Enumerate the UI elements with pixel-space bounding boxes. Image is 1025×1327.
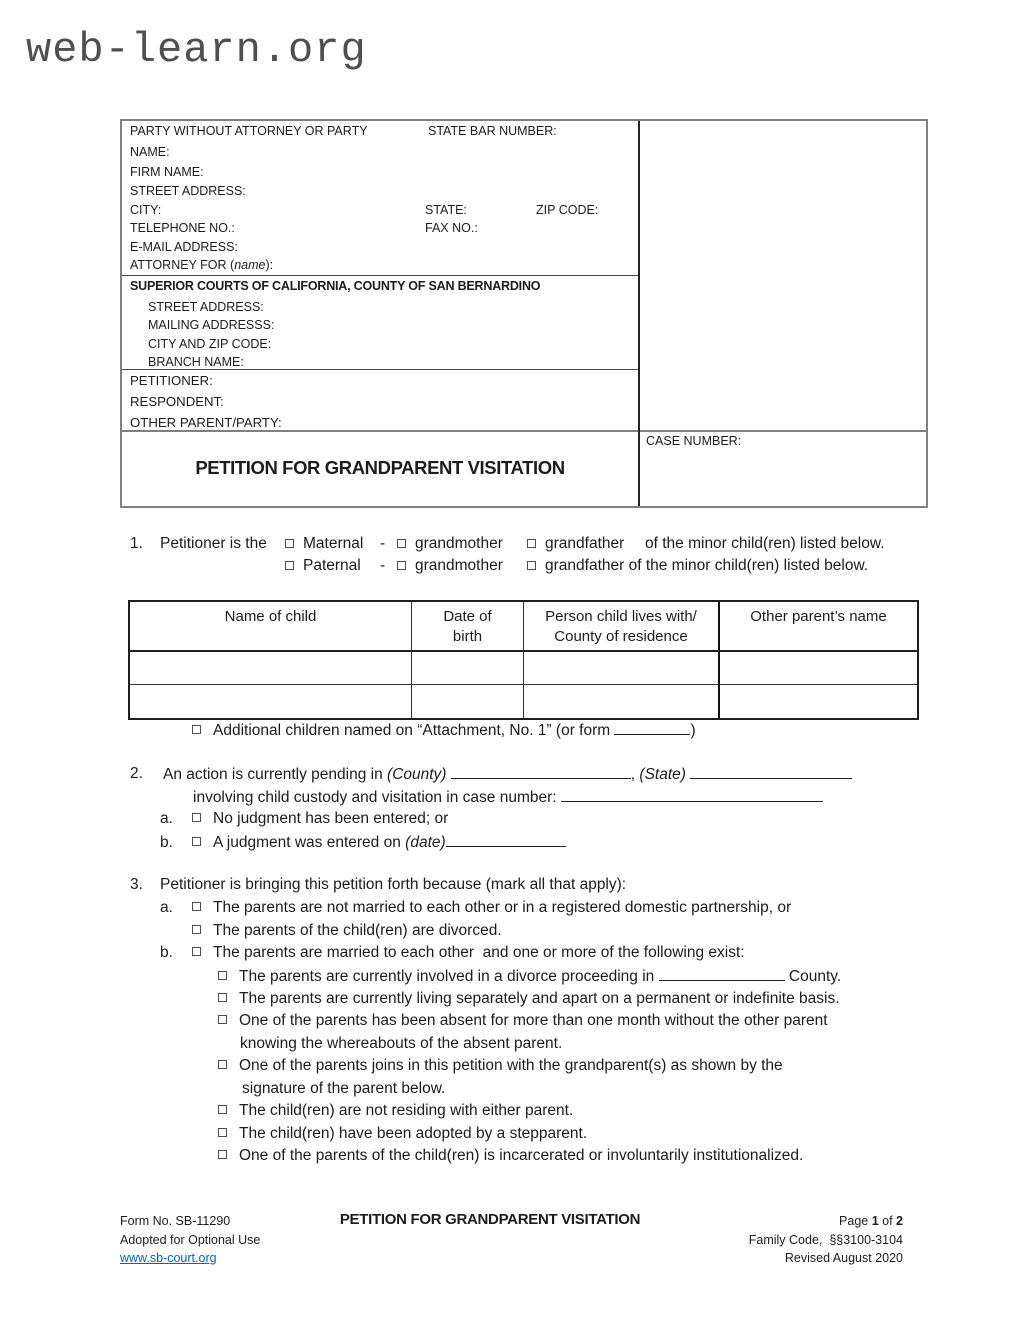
paternal-grandmother-checkbox[interactable] [397, 561, 406, 570]
table-cell[interactable] [524, 652, 720, 685]
item2-number: 2. [130, 765, 143, 782]
col-header-name: Name of child [130, 602, 412, 652]
date-blank[interactable] [446, 833, 566, 847]
item1-lead: Petitioner is the [160, 535, 267, 552]
item3-a-line2 [192, 922, 502, 944]
form-number-blank[interactable] [614, 721, 690, 735]
living-separately-text: The parents are currently living separately and apart on a permanent or indefinite basis. [239, 990, 840, 1007]
item3-intro-line [0, 876, 1025, 898]
divorce-proceeding-checkbox[interactable] [218, 971, 227, 980]
court-branch-label: BRANCH NAME: [148, 355, 244, 369]
street-address-label: STREET ADDRESS: [130, 184, 246, 198]
item2-b-label: b. [160, 834, 173, 851]
dash: - [380, 535, 386, 552]
fax-label: FAX NO.: [425, 221, 478, 235]
court-title: SUPERIOR COURTS OF CALIFORNIA, COUNTY OF SAN BERNARDINO [130, 279, 541, 293]
item3-sub5 [218, 1102, 573, 1124]
divorced-text: The parents of the child(ren) are divorced. [213, 922, 502, 939]
item1-row2-tail: grandfather of the minor child(ren) listed below. [545, 557, 869, 574]
no-judgment-checkbox[interactable] [192, 813, 201, 822]
grandfather-label: grandfather [545, 535, 625, 552]
stepparent-adopted-text: The child(ren) have been adopted by a stepparent. [239, 1125, 588, 1142]
item2-b-line [160, 833, 566, 855]
additional-children-line: Additional children named on “Attachment, No. 1” (or form ) [192, 721, 696, 743]
no-judgment-text: No judgment has been entered; or [213, 810, 449, 827]
divorce-proceeding-text: The parents are currently involved in a divorce proceeding in [239, 968, 655, 985]
table-cell[interactable] [720, 685, 917, 718]
other-parent-label: OTHER PARENT/PARTY: [130, 415, 282, 430]
table-cell[interactable] [412, 685, 524, 718]
judgment-entered-checkbox[interactable] [192, 837, 201, 846]
state-bar-number-label: STATE BAR NUMBER: [428, 124, 557, 138]
item3-sub2 [218, 990, 840, 1012]
paternal-grandfather-checkbox[interactable] [527, 561, 536, 570]
additional-children-text: Additional children named on “Attachment, No. 1” (or form [213, 722, 611, 739]
table-cell[interactable] [412, 652, 524, 685]
city-label: CITY: [130, 203, 162, 217]
item1-line2 [0, 557, 1025, 579]
footer-revised-date: Revised August 2020 [784, 1251, 903, 1265]
grandmother-label: grandmother [415, 557, 503, 574]
county-italic-label: (County) [387, 766, 447, 783]
grandmother-label: grandmother [415, 535, 503, 552]
item3-sub4 [218, 1057, 783, 1079]
item3-sub7 [218, 1147, 803, 1169]
divider [122, 275, 638, 276]
court-mailing-label: MAILING ADDRESSS: [148, 318, 275, 332]
footer-form-number: Form No. SB-11290 [120, 1214, 231, 1228]
item2-line2 [193, 788, 823, 810]
not-residing-text: The child(ren) are not residing with either parent. [239, 1102, 574, 1119]
parent-absent-checkbox[interactable] [218, 1015, 227, 1024]
footer-left [120, 1212, 260, 1268]
item3-a-line1 [160, 899, 791, 921]
telephone-label: TELEPHONE NO.: [130, 221, 235, 235]
respondent-label: RESPONDENT: [130, 394, 224, 409]
col-header-other-parent: Other parent’s name [720, 602, 917, 652]
item1-number: 1. [130, 535, 143, 552]
paternal-label: Paternal [303, 557, 361, 574]
state-blank[interactable] [690, 765, 852, 779]
item3-a-label: a. [160, 899, 173, 916]
footer-family-code: Family Code, §§3100-3104 [748, 1232, 903, 1247]
footer-adopted-text: Adopted for Optional Use [120, 1232, 261, 1247]
item3-sub1 [218, 967, 841, 989]
item3-b-label: b. [160, 944, 173, 961]
additional-children-checkbox[interactable] [192, 725, 201, 734]
divorced-checkbox[interactable] [192, 925, 201, 934]
table-cell[interactable] [720, 652, 917, 685]
footer-right [749, 1212, 903, 1268]
case-number-field[interactable] [646, 453, 921, 501]
table-cell[interactable] [524, 685, 720, 718]
item3-sub3-wrap: knowing the whereabouts of the absent parent. [240, 1035, 563, 1052]
table-cell[interactable] [130, 652, 412, 685]
living-separately-checkbox[interactable] [218, 993, 227, 1002]
state-label: STATE: [425, 203, 467, 217]
party-without-attorney-label: PARTY WITHOUT ATTORNEY OR PARTY [130, 124, 368, 138]
incarcerated-text: One of the parents of the child(ren) is incarcerated or involuntarily institutionalized. [239, 1147, 804, 1164]
item2-a-line [160, 810, 448, 832]
item3-sub4-wrap: signature of the parent below. [242, 1080, 446, 1097]
dash: - [380, 557, 386, 574]
married-text: The parents are married to each other and one or more of the following exist: [213, 944, 745, 961]
name-label: NAME: [130, 145, 170, 159]
children-table [128, 600, 919, 720]
item1-row1-tail: of the minor child(ren) listed below. [645, 535, 885, 552]
stepparent-adopted-checkbox[interactable] [218, 1128, 227, 1137]
petitioner-label: PETITIONER: [130, 373, 213, 388]
case-number-text: involving child custody and visitation in case number: [193, 789, 557, 806]
incarcerated-checkbox[interactable] [218, 1150, 227, 1159]
email-label: E-MAIL ADDRESS: [130, 240, 238, 254]
site-logo: web-learn.org [26, 26, 367, 74]
married-checkbox[interactable] [192, 947, 201, 956]
parent-joins-checkbox[interactable] [218, 1060, 227, 1069]
footer-page-number: Page 1 of 2 [839, 1214, 903, 1228]
item3-number: 3. [130, 876, 143, 893]
divorce-county-blank[interactable] [659, 967, 785, 981]
maternal-label: Maternal [303, 535, 364, 552]
maternal-grandfather-checkbox[interactable] [527, 539, 536, 548]
item2-a-label: a. [160, 810, 173, 827]
item1-line1 [0, 535, 1025, 557]
maternal-checkbox[interactable] [285, 539, 294, 548]
not-married-text: The parents are not married to each other or in a registered domestic partnership, or [213, 899, 792, 916]
form-header-box [120, 119, 928, 508]
footer-court-link[interactable]: www.sb-court.org [120, 1251, 217, 1265]
state-italic-label: (State) [639, 766, 686, 783]
item3-sub6 [218, 1125, 587, 1147]
divider [122, 430, 926, 432]
divider [638, 121, 640, 506]
item3-intro-text: Petitioner is bringing this petition forth because (mark all that apply): [160, 876, 627, 893]
court-street-label: STREET ADDRESS: [148, 300, 264, 314]
parent-joins-text: One of the parents joins in this petition with the grandparent(s) as shown by the [239, 1057, 783, 1074]
case-number-label: CASE NUMBER: [646, 434, 742, 448]
county-blank[interactable] [451, 765, 631, 779]
zip-code-label: ZIP CODE: [536, 203, 599, 217]
col-header-dob: Date of birth [412, 602, 524, 652]
col-header-lives-with: Person child lives with/ County of residence [524, 602, 720, 652]
item3-sub3 [218, 1012, 828, 1034]
firm-name-label: FIRM NAME: [130, 165, 204, 179]
county-suffix: County. [788, 968, 842, 985]
case-number-blank[interactable] [561, 788, 823, 802]
item3-b-line [160, 944, 745, 966]
judgment-entered-text: A judgment was entered on [213, 834, 401, 851]
paternal-checkbox[interactable] [285, 561, 294, 570]
parent-absent-text: One of the parents has been absent for more than one month without the other parent [239, 1012, 828, 1029]
attorney-for-label: ATTORNEY FOR (name): [130, 258, 274, 272]
court-city-zip-label: CITY AND ZIP CODE: [148, 337, 272, 351]
item2-text: An action is currently pending in [163, 766, 383, 783]
form-title: PETITION FOR GRANDPARENT VISITATION [195, 457, 565, 478]
table-cell[interactable] [130, 685, 412, 718]
not-married-checkbox[interactable] [192, 902, 201, 911]
item2-line1: 2. An action is currently pending in (County) , (State) [0, 765, 1025, 787]
date-italic-label: (date) [405, 834, 446, 851]
footer-title: PETITION FOR GRANDPARENT VISITATION [339, 1211, 641, 1228]
divider [122, 369, 638, 370]
not-residing-checkbox[interactable] [218, 1105, 227, 1114]
maternal-grandmother-checkbox[interactable] [397, 539, 406, 548]
